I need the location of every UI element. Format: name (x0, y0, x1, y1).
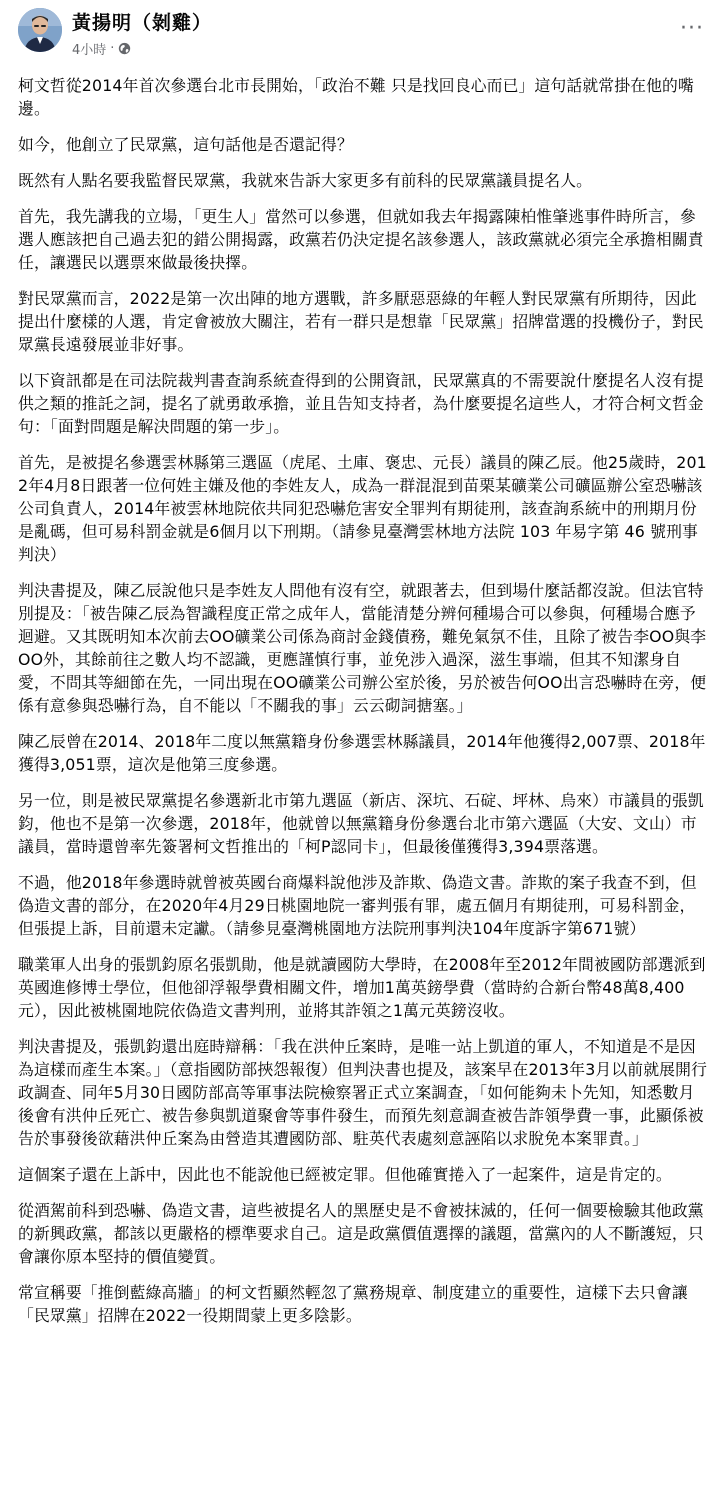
meta-separator: · (110, 41, 115, 56)
post-timestamp[interactable]: 4小時 (72, 43, 107, 58)
post-paragraph: 這個案子還在上訴中，因此也不能說他已經被定罪。但他確實捲入了一起案件，這是肯定的。 (18, 1165, 672, 1184)
post-paragraph: 如今，他創立了民眾黨，這句話他是否還記得？ (18, 135, 353, 154)
post-paragraph: 常宣稱要「推倒藍綠高牆」的柯文哲顯然輕忽了黨務規章、制度建立的重要性，這樣下去只會讓「民眾黨」招牌在2022一役期間蒙上更多陰影。 (18, 1283, 688, 1325)
avatar[interactable] (18, 8, 62, 52)
post-body (18, 74, 708, 1340)
post-paragraph: 另一位，則是被民眾黨提名參選新北市第九選區（新店、深坑、石碇、坪林、烏來）市議員的張凱鈞，他也不是第一次參選，2018年，他就曾以無黨籍身份參選台北市第六選區（大安、文山）市議員，當時還曾率先簽署柯文哲推出的「柯P認同卡」，但最後僅獲得3,394票落選。 (18, 791, 704, 856)
post-meta (72, 39, 131, 58)
post-paragraph: 柯文哲從2014年首次參選台北市長開始，「政治不難 只是找回良心而已」這句話就常掛在他的嘴邊。 (18, 76, 694, 118)
post-paragraph: 對民眾黨而言，2022是第一次出陣的地方選戰，許多厭惡惡綠的年輕人對民眾黨有所期待，因此提出什麼樣的人選，肯定會被放大關注，若有一群只是想靠「民眾黨」招牌當選的投機份子，對民眾黨長遠發展並非好事。 (18, 289, 704, 354)
post-paragraph: 判決書提及，張凱鈞還出庭時辯稱：「我在洪仲丘案時，是唯一站上凱道的軍人，不知道是不是因為這樣而產生本案。」（意指國防部挾怨報復）但判決書也提及，該案早在2013年3月以前就展開行政調查、同年5月30日國防部高等軍事法院檢察署正式立案調查，「如何能夠未卜先知，知悉數月後會有洪仲丘死亡、被告參與凱道聚會等事件發生，而預先刻意調查被告詐領學費一事，此顯係被告於事發後欲藉洪仲丘案為由營造其遭國防部、駐英代表處刻意誣陷以求脫免本案罪責。」 (18, 1037, 708, 1148)
globe-icon[interactable] (118, 42, 131, 55)
more-options-icon[interactable]: ··· (680, 16, 704, 41)
post-paragraph: 以下資訊都是在司法院裁判書查詢系統查得到的公開資訊，民眾黨真的不需要說什麼提名人沒有提供之類的推託之詞，提名了就勇敢承擔，並且告知支持者，為什麼要提名這些人，才符合柯文哲金句：「面對問題是解決問題的第一步」。 (18, 371, 704, 436)
post-paragraph: 既然有人點名要我監督民眾黨，我就來告訴大家更多有前科的民眾黨議員提名人。 (18, 171, 593, 190)
post-author-name[interactable]: 黃揚明（剝雞） (72, 12, 213, 34)
post-paragraph: 職業軍人出身的張凱鈞原名張凱勛，他是就讀國防大學時，在2008年至2012年間被國防部選派到英國進修博士學位，但他卻浮報學費相關文件，增加1萬英鎊學費（當時約合新台幣48萬8,400元），因此被桃園地院依偽造文書判刑，並將其詐領之1萬元英鎊沒收。 (18, 955, 706, 1020)
post-paragraph: 從酒駕前科到恐嚇、偽造文書，這些被提名人的黑歷史是不會被抹滅的，任何一個要檢驗其他政黨的新興政黨，都該以更嚴格的標準要求自己。這是政黨價值選擇的議題，當黨內的人不斷護短，只會讓你原本堅持的價值變質。 (18, 1201, 704, 1266)
post-paragraph: 陳乙辰曾在2014、2018年二度以無黨籍身份參選雲林縣議員，2014年他獲得2,007票、2018年獲得3,051票，這次是他第三度參選。 (18, 732, 706, 774)
post-paragraph: 不過，他2018年參選時就曾被英國台商爆料說他涉及詐欺、偽造文書。詐欺的案子我查不到，但偽造文書的部分，在2020年4月29日桃園地院一審判張有罪，處五個月有期徒刑，可易科罰金，但張提上訴，目前還未定讞。（請參見臺灣桃園地方法院刑事判決104年度訴字第671號） (18, 873, 697, 938)
post-header (0, 0, 722, 66)
post-paragraph: 首先，是被提名參選雲林縣第三選區（虎尾、土庫、褒忠、元長）議員的陳乙辰。他25歲時，2012年4月8日跟著一位何姓主嫌及他的李姓友人，成為一群混混到苗栗某礦業公司礦區辦公室恐嚇該公司負責人，2014年被雲林地院依共同犯恐嚇危害安全罪判有期徒刑，該查詢系統中的刑期月份是亂碼，但可易科罰金就是6個月以下刑期。（請參見臺灣雲林地方法院 103 年易字第 46 號刑事判決） (18, 453, 707, 564)
post-paragraph: 首先，我先講我的立場，「更生人」當然可以參選，但就如我去年揭露陳柏惟肇逃事件時所言，參選人應該把自己過去犯的錯公開揭露，政黨若仍決定提名該參選人，該政黨就必須完全承擔相關責任，讓選民以選票來做最後抉擇。 (18, 207, 704, 272)
post-paragraph: 判決書提及，陳乙辰說他只是李姓友人問他有沒有空，就跟著去，但到場什麼話都沒說。但法官特別提及：「被告陳乙辰為智識程度正常之成年人，當能清楚分辨何種場合可以參與，何種場合應予迴避。又其既明知本次前去OO礦業公司係為商討金錢債務，難免氣氛不佳，且除了被告李OO與李OO外，其餘前往之數人均不認識，更應謹慎行事，並免涉入過深，滋生事端，但其不知潔身自愛，不問其等細節在先，一同出現在OO礦業公司辦公室於後，另於被告何OO出言恐嚇時在旁，便係有意參與恐嚇行為，自不能以「不關我的事」云云砌詞搪塞。」 (18, 581, 707, 715)
